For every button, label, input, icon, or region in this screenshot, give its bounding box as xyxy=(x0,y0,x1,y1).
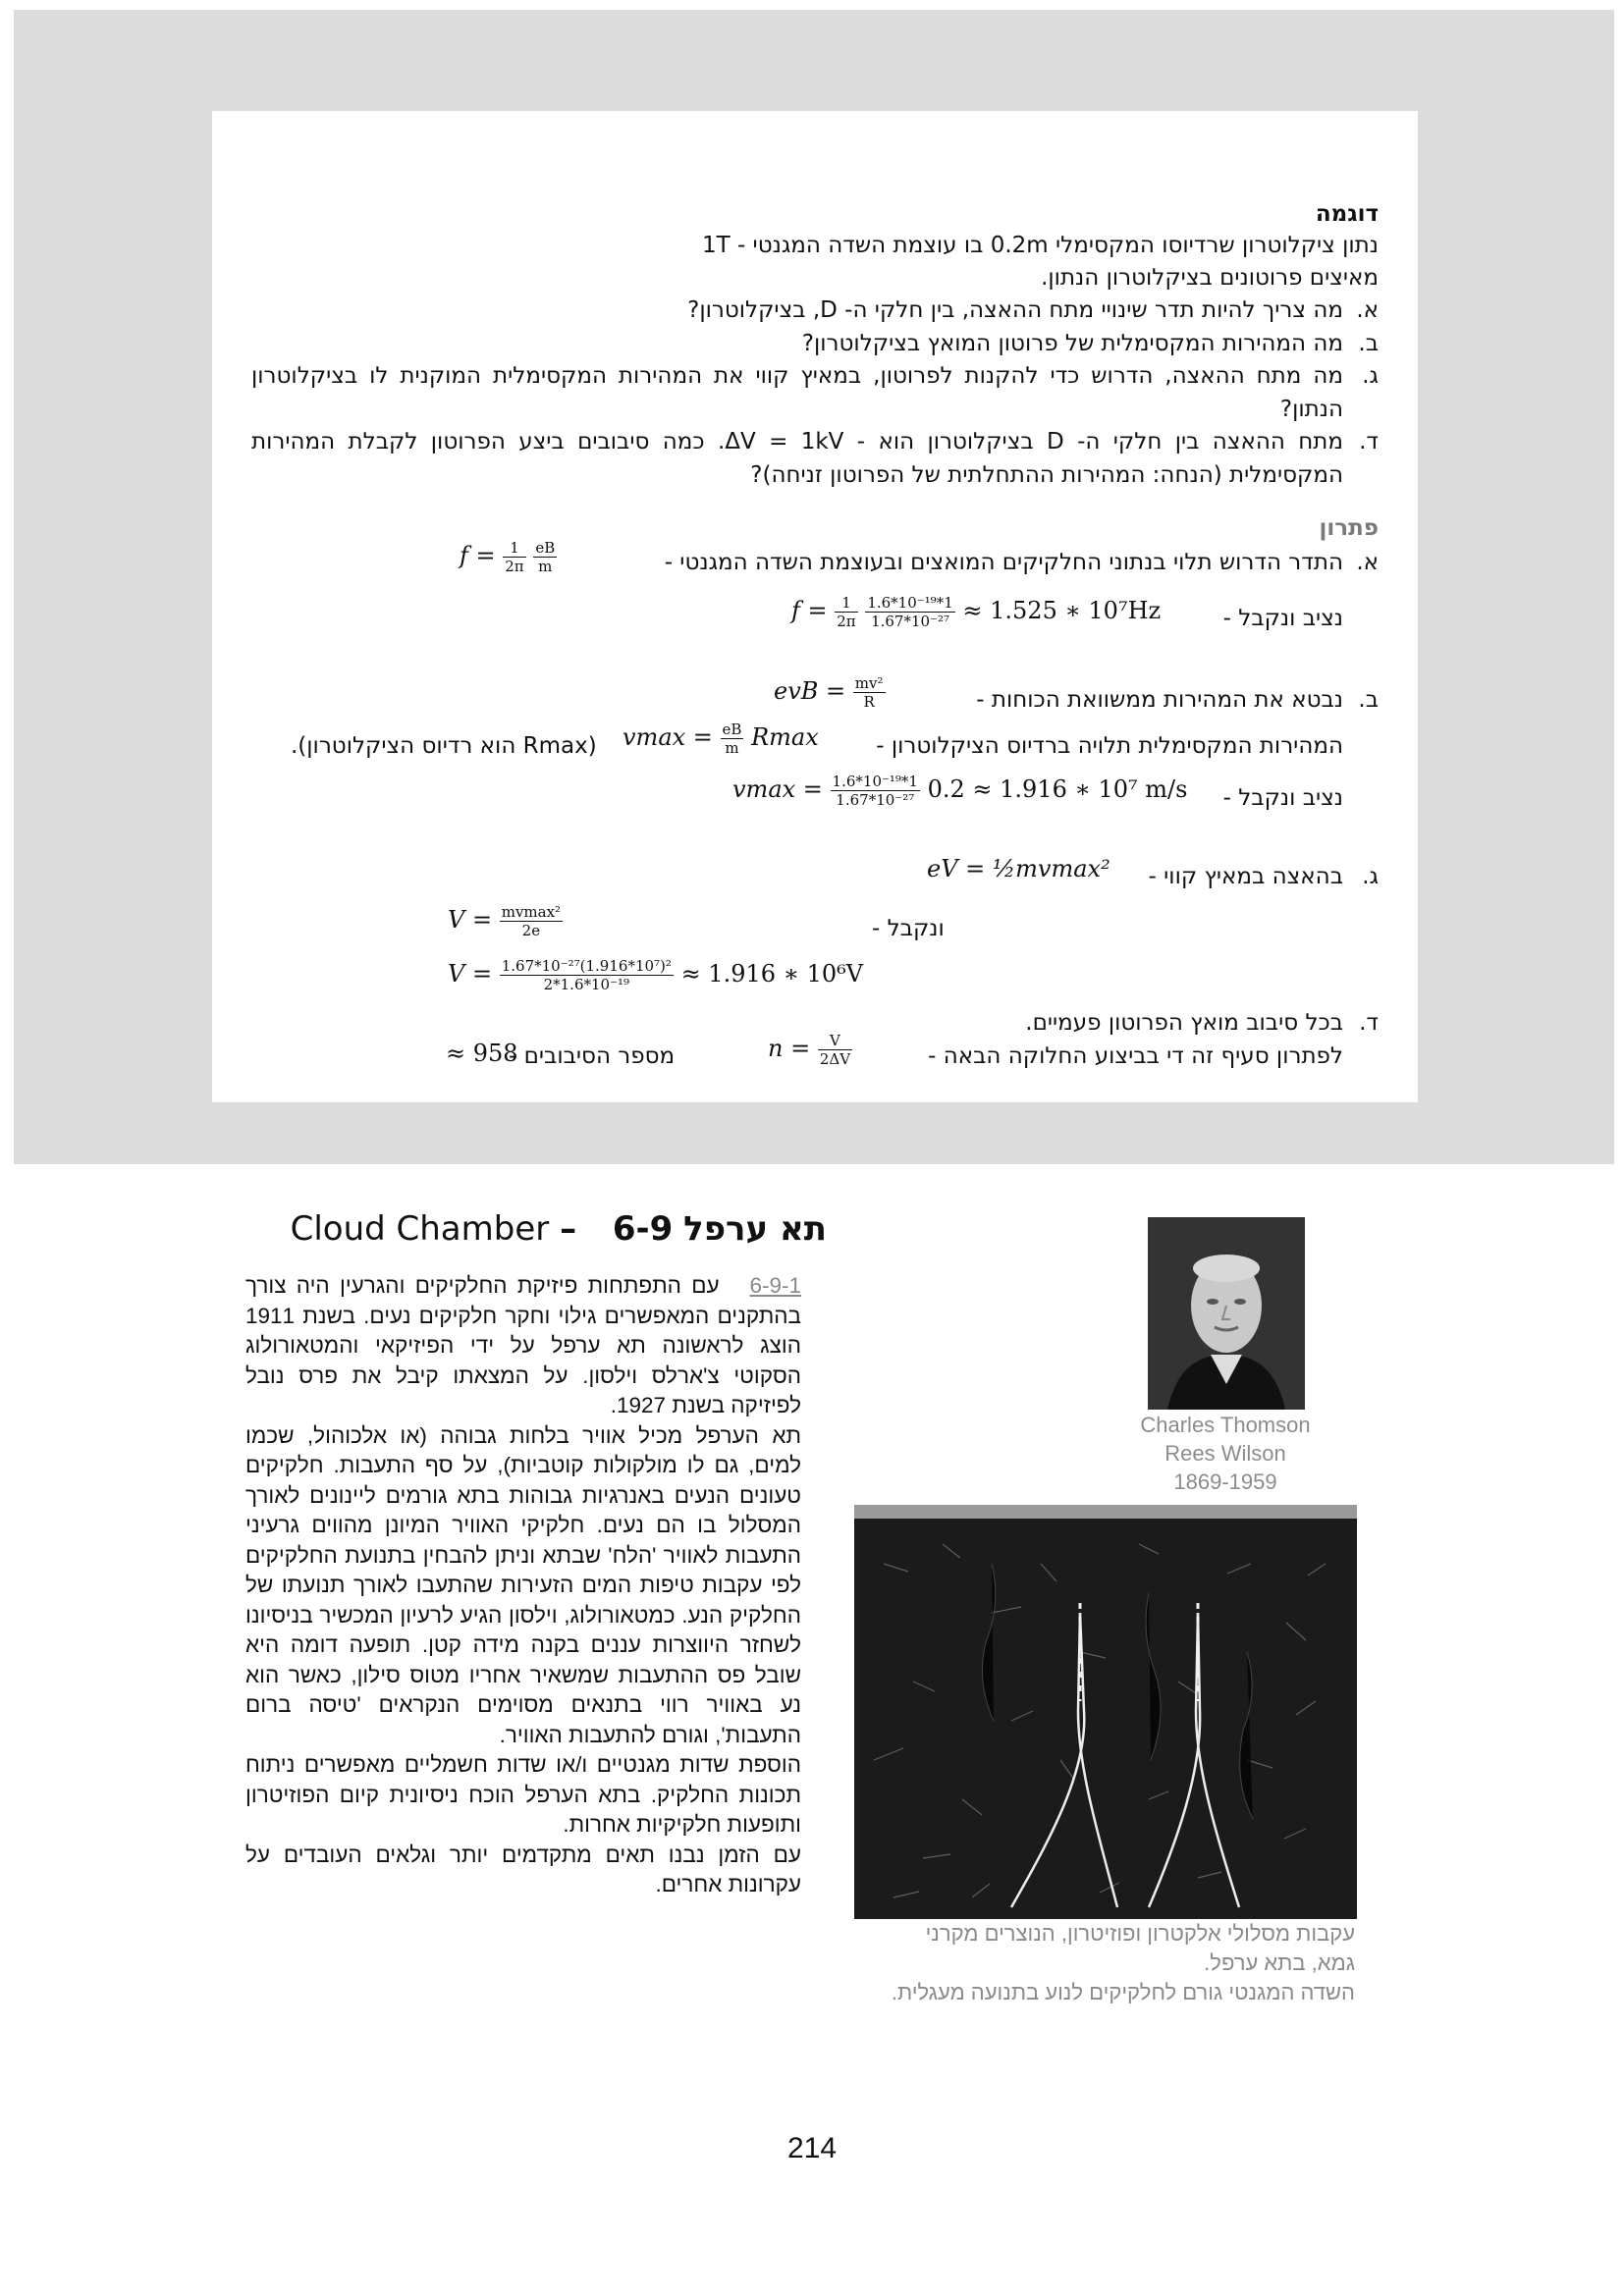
cloud-chamber-caption xyxy=(856,1919,1355,2007)
question-c: מה מתח ההאצה, הדרוש כדי להקנות לפרוטון, במאיץ קווי את המהירות המקסימלית המוקנית לו בציקלוטרון הנתון? xyxy=(251,363,1343,422)
formula-lhs: V = xyxy=(448,906,493,934)
vmax-result: 0.2 ≈ 1.916 ∗ 10⁷ m/s xyxy=(927,775,1188,803)
question-d-label: ד. xyxy=(1359,429,1379,454)
solution-b-text1: נבטא את המהירות ממשוואת הכוחות - xyxy=(976,687,1343,713)
frac-numerator: mvmax² xyxy=(501,903,562,921)
formula: eV = ½mvmax² xyxy=(927,855,1110,882)
solution-d-text3: מספר הסיבובים - xyxy=(509,1043,676,1069)
revolutions-result: ≈ 958 xyxy=(446,1040,518,1067)
cloud-chamber-caption-line1: עקבות מסלולי אלקטרון ופוזיטרון, הנוצרים מקרני xyxy=(925,1921,1355,1946)
solution-title: פתרון xyxy=(1319,515,1379,541)
frac-denominator: m xyxy=(538,558,553,575)
frac-numerator: eB xyxy=(722,721,742,738)
question-a: מה צריך להיות תדר שינויי מתח ההאצה, בין חלקי ה- D, בציקלוטרון? xyxy=(687,297,1343,323)
frac-denominator: 1.67*10⁻²⁷ xyxy=(836,791,915,809)
formula-lhs: n = xyxy=(768,1035,811,1062)
voltage-result: ≈ 1.916 ∗ 10⁶V xyxy=(680,960,864,988)
frac-numerator: 1 xyxy=(503,539,525,558)
paragraph-1-text: עם התפתחות פיזיקת החלקיקים והגרעין היה צורך בהתקנים המאפשרים גילוי וחקר חלקיקים נעים. בשנת 1911 הוצג לראשונה תא ערפל על ידי הפיזיקאי והמטאורולוג הסקוטי צ'ארלס וילסון. על המצאתו קיבל את פרס נובל לפיזיקה בשנת 1927. xyxy=(245,1273,801,1417)
example-title: דוגמה xyxy=(1315,201,1379,227)
frac-denominator: m xyxy=(725,739,739,757)
frac-denominator: 2*1.6*10⁻¹⁹ xyxy=(543,976,630,993)
frequency-result: ≈ 1.525 ∗ 10⁷Hz xyxy=(962,597,1162,624)
solution-d-text1: בכל סיבוב מואץ הפרוטון פעמיים. xyxy=(1025,1010,1343,1036)
solution-a-subst-text: נציב ונקבל - xyxy=(1222,606,1343,631)
cloud-chamber-caption-line2: גמא, בתא ערפל. xyxy=(1204,1950,1355,1975)
page-number: 214 xyxy=(786,2132,838,2164)
formula-lhs: vmax = xyxy=(623,723,713,751)
solution-b-subst-text: נציב ונקבל - xyxy=(1222,785,1343,811)
formula-rhs: Rmax xyxy=(751,723,819,751)
portrait-caption-line3: 1869-1959 xyxy=(1173,1469,1277,1494)
solution-d-label: ד. xyxy=(1359,1010,1379,1036)
frac-numerator: 1.67*10⁻²⁷(1.916*10⁷)² xyxy=(501,957,672,975)
vmax-substitution: vmax = $\frac{\text{1.6*10⁻¹⁹*1}}{\text{1.67*10⁻²⁷}}$ 0.2 ≈ 1.916 ∗ 10⁷ m/s xyxy=(732,773,1188,809)
linear-accelerator-formula xyxy=(927,855,1110,882)
voltage-formula xyxy=(448,903,563,939)
solution-a-label: א. xyxy=(1356,550,1379,575)
example-box xyxy=(212,111,1418,1102)
section-number: 6-9 xyxy=(612,1209,674,1249)
frequency-substitution: f = $\frac{1}{2\pi}$ $\frac{\text{1.6*10⁻¹⁹*1}}{\text{1.67*10⁻²⁷}}$ ≈ 1.525 ∗ 10⁷Hz xyxy=(791,594,1162,630)
frac-numerator: 1.6*10⁻¹⁹*1 xyxy=(867,594,953,612)
frac-numerator: mv² xyxy=(854,674,884,692)
solution-c-text2: ונקבל - xyxy=(872,916,945,941)
frequency-formula xyxy=(460,539,557,575)
portrait-photo xyxy=(1148,1217,1305,1410)
solution-b-text2-tail: (Rmax הוא רדיוס הציקלוטרון). xyxy=(291,733,597,759)
revolutions-formula xyxy=(768,1032,852,1068)
example-intro-2: מאיצים פרוטונים בציקלוטרון הנתון. xyxy=(1041,265,1379,291)
portrait-caption-line1: Charles Thomson xyxy=(1140,1413,1311,1437)
frac-denominator: 2e xyxy=(521,922,541,939)
formula-lhs: V = xyxy=(448,960,493,988)
section-title-dash: – xyxy=(560,1209,577,1249)
frac-numerator: 1.6*10⁻¹⁹*1 xyxy=(832,773,918,790)
frac-numerator: V xyxy=(818,1032,852,1050)
cloud-chamber-photo xyxy=(854,1505,1357,1919)
question-b-label: ב. xyxy=(1358,331,1379,356)
paragraph-1 xyxy=(245,1271,801,1421)
question-b: מה המהירות המקסימלית של פרוטון המואץ בציקלוטרון? xyxy=(801,331,1343,356)
section-title-he: תא ערפל xyxy=(683,1209,827,1249)
frac-denominator: 2π xyxy=(505,558,524,575)
section-title xyxy=(291,1209,827,1249)
frac-numerator: eB xyxy=(535,539,556,557)
cloud-chamber-caption-line3: השדה המגנטי גורם לחלקיקים לנוע בתנועה מעגלית. xyxy=(891,1980,1355,2004)
vmax-formula xyxy=(623,721,819,757)
frac-denominator: 2ΔV xyxy=(819,1050,851,1068)
force-equation xyxy=(774,674,886,711)
solution-d-text2: לפתרון סעיף זה די בביצוע החלוקה הבאה - xyxy=(928,1043,1343,1069)
example-intro-1: נתון ציקלוטרון שרדיוסו המקסימלי 0.2m בו עוצמת השדה המגנטי - 1T xyxy=(701,233,1379,258)
portrait-caption-line2: Rees Wilson xyxy=(1164,1441,1286,1466)
question-d: מתח ההאצה בין חלקי ה- D בציקלוטרון הוא - ΔV = 1kV. כמה סיבובים ביצע הפרוטון לקבלת המהירות המקסימלית (הנחה: המהירות ההתחלתית של הפרוטון זניחה)? xyxy=(251,429,1343,488)
voltage-substitution xyxy=(448,957,863,993)
solution-c-text1: בהאצה במאיץ קווי - xyxy=(1148,864,1343,889)
paragraph-4: עם הזמן נבנו תאים מתקדמים יותר וגלאים העובדים על עקרונות אחרים. xyxy=(245,1842,801,1896)
frac-denominator: R xyxy=(863,693,875,711)
paragraph-2: תא הערפל מכיל אוויר בלחות גבוהה (או אלכוהול, שכמו למים, גם לו מולקולות קוטביות), על סף התעבות. חלקיקים טעונים הנעים באנרגיות גבוהות בתא גורמים ליינונים לאורך המסלול בו הם נעים. חלקיקי האוויר המיונן מהווים גרעיני התעבות לאוויר 'הלח' שבתא וניתן להבחין בתנועת החלקיקים לפי עקבות טיפות המים הזעירות שהתעבו לאורך תנועתו של החלקיק הנע. כמטאורולוג, וילסון הגיע לרעיון המכשיר בניסיונו לשחזר היווצרות עננים בקנה מידה קטן. תופעה דומה היא שובל פס ההתעבות שמשאיר אחריו מטוס סילון, כאשר הוא נע באוויר רווי בתנאים מסוימים הנקראים 'טיסה ברום התעבות', וגורם להתעבות האוויר. xyxy=(245,1422,801,1747)
paragraph-3: הוספת שדות מגנטיים ו/או שדות חשמליים מאפשרים ניתוח תכונות החלקיק. בתא הערפל הוכח ניסיונית קיום הפוזיטרון ותופעות חלקיקיות אחרות. xyxy=(245,1752,801,1837)
frac-denominator: 1.67*10⁻²⁷ xyxy=(871,613,949,630)
question-c-label: ג. xyxy=(1362,363,1379,389)
portrait-caption xyxy=(1100,1411,1351,1496)
solution-c-label: ג. xyxy=(1362,864,1379,889)
paragraph-reference-link[interactable]: 6-9-1 xyxy=(749,1273,801,1298)
formula-lhs: f = xyxy=(460,542,496,569)
section-body xyxy=(245,1271,801,1900)
formula-lhs: evB = xyxy=(774,677,846,705)
solution-b-label: ב. xyxy=(1358,687,1379,713)
solution-a-text: התדר הדרוש תלוי בנתוני החלקיקים המואצים ובעוצמת השדה המגנטי - xyxy=(664,550,1343,575)
solution-b-text2: המהירות המקסימלית תלויה ברדיוס הציקלוטרון - xyxy=(876,733,1343,759)
question-a-label: א. xyxy=(1356,297,1379,323)
section-title-en: Cloud Chamber xyxy=(290,1209,550,1249)
